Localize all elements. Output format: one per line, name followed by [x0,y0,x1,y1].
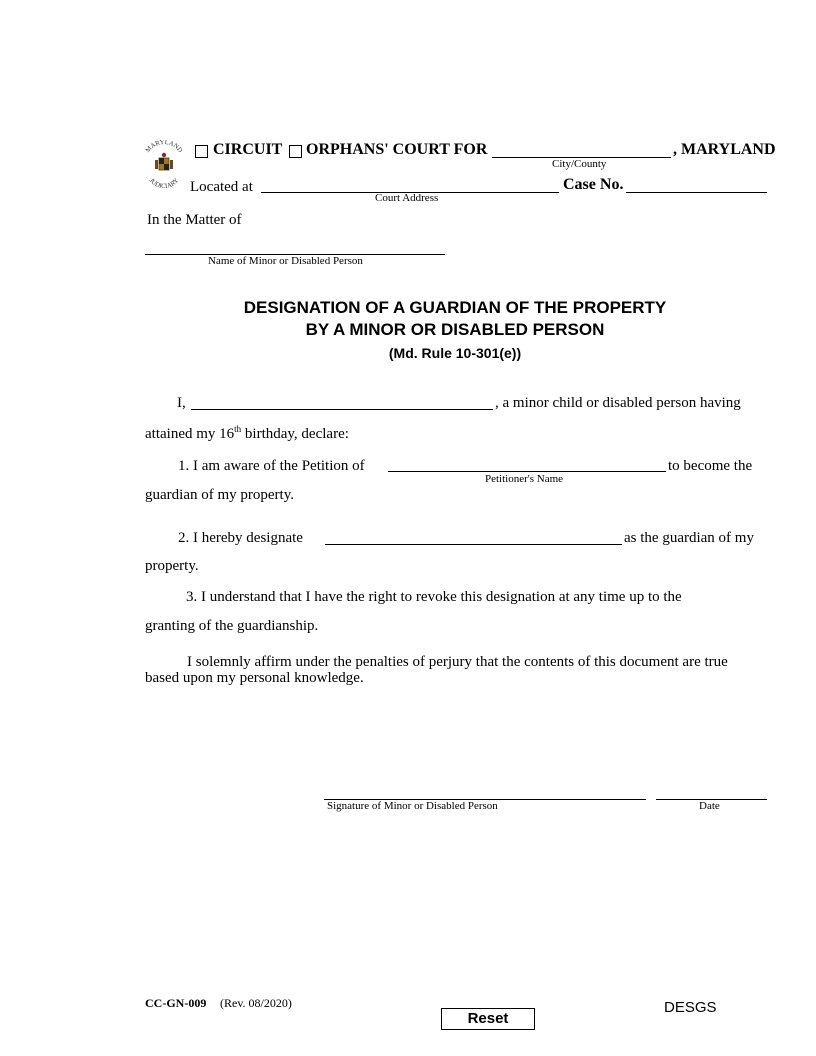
maryland-judiciary-seal [140,140,188,192]
signature-caption: Signature of Minor or Disabled Person [327,800,498,812]
form-title-line1: DESIGNATION OF A GUARDIAN OF THE PROPERTY [243,298,667,317]
declarant-i-label: I, [177,395,186,411]
item3-text: 3. I understand that I have the right to revoke this designation at any time up to the [186,589,682,605]
item1-tail-text: to become the [668,458,753,474]
declare-tail-text: , a minor child or disabled person having [495,395,741,411]
attained-post: birthday, declare: [241,426,349,442]
petitioner-name-field[interactable] [388,471,666,472]
located-at-label: Located at [190,179,253,195]
case-no-label: Case No. [563,176,624,193]
circuit-checkbox[interactable] [195,145,208,158]
item2-tail-text: as the guardian of my [624,530,754,546]
orphans-court-checkbox[interactable] [289,145,302,158]
affirmation-line1: I solemnly affirm under the penalties of perjury that the contents of this document are true [187,654,728,670]
item2-text: 2. I hereby designate [178,530,303,546]
item1-line2-text: guardian of my property. [145,487,294,503]
court-address-caption: Court Address [375,192,439,204]
attained-pre: attained my 16 [145,426,235,442]
declarant-name-field[interactable] [191,409,493,410]
item2-line2-text: property. [145,558,199,574]
in-the-matter-label: In the Matter of [147,212,242,228]
item3-line2-text: granting of the guardianship. [145,618,319,634]
circuit-label: CIRCUIT [213,141,283,158]
reset-button[interactable]: Reset [441,1008,535,1030]
affirmation-line2: based upon my personal knowledge. [145,670,364,686]
svg-text:MARYLAND: MARYLAND [144,140,184,155]
attained-sup: th [234,424,242,434]
form-code: DESGS [664,999,717,1016]
form-number: CC-GN-009 [145,996,207,1010]
form-title-line2: BY A MINOR OR DISABLED PERSON [305,320,605,339]
svg-text:JUDICIARY: JUDICIARY [147,177,181,191]
rule-reference: (Md. Rule 10-301(e)) [388,345,522,361]
seal-icon [140,140,188,192]
form-revision: (Rev. 08/2020) [220,996,292,1010]
case-number-field[interactable] [626,192,767,193]
orphans-court-label: ORPHANS' COURT FOR [306,141,488,158]
designated-guardian-field[interactable] [325,544,622,545]
minor-name-caption: Name of Minor or Disabled Person [208,255,363,267]
maryland-label: , MARYLAND [673,141,776,158]
attained-text [145,424,349,443]
item1-text: 1. I am aware of the Petition of [178,458,365,474]
city-county-caption: City/County [552,158,607,170]
petitioner-name-caption: Petitioner's Name [485,473,564,485]
date-caption: Date [699,800,720,812]
